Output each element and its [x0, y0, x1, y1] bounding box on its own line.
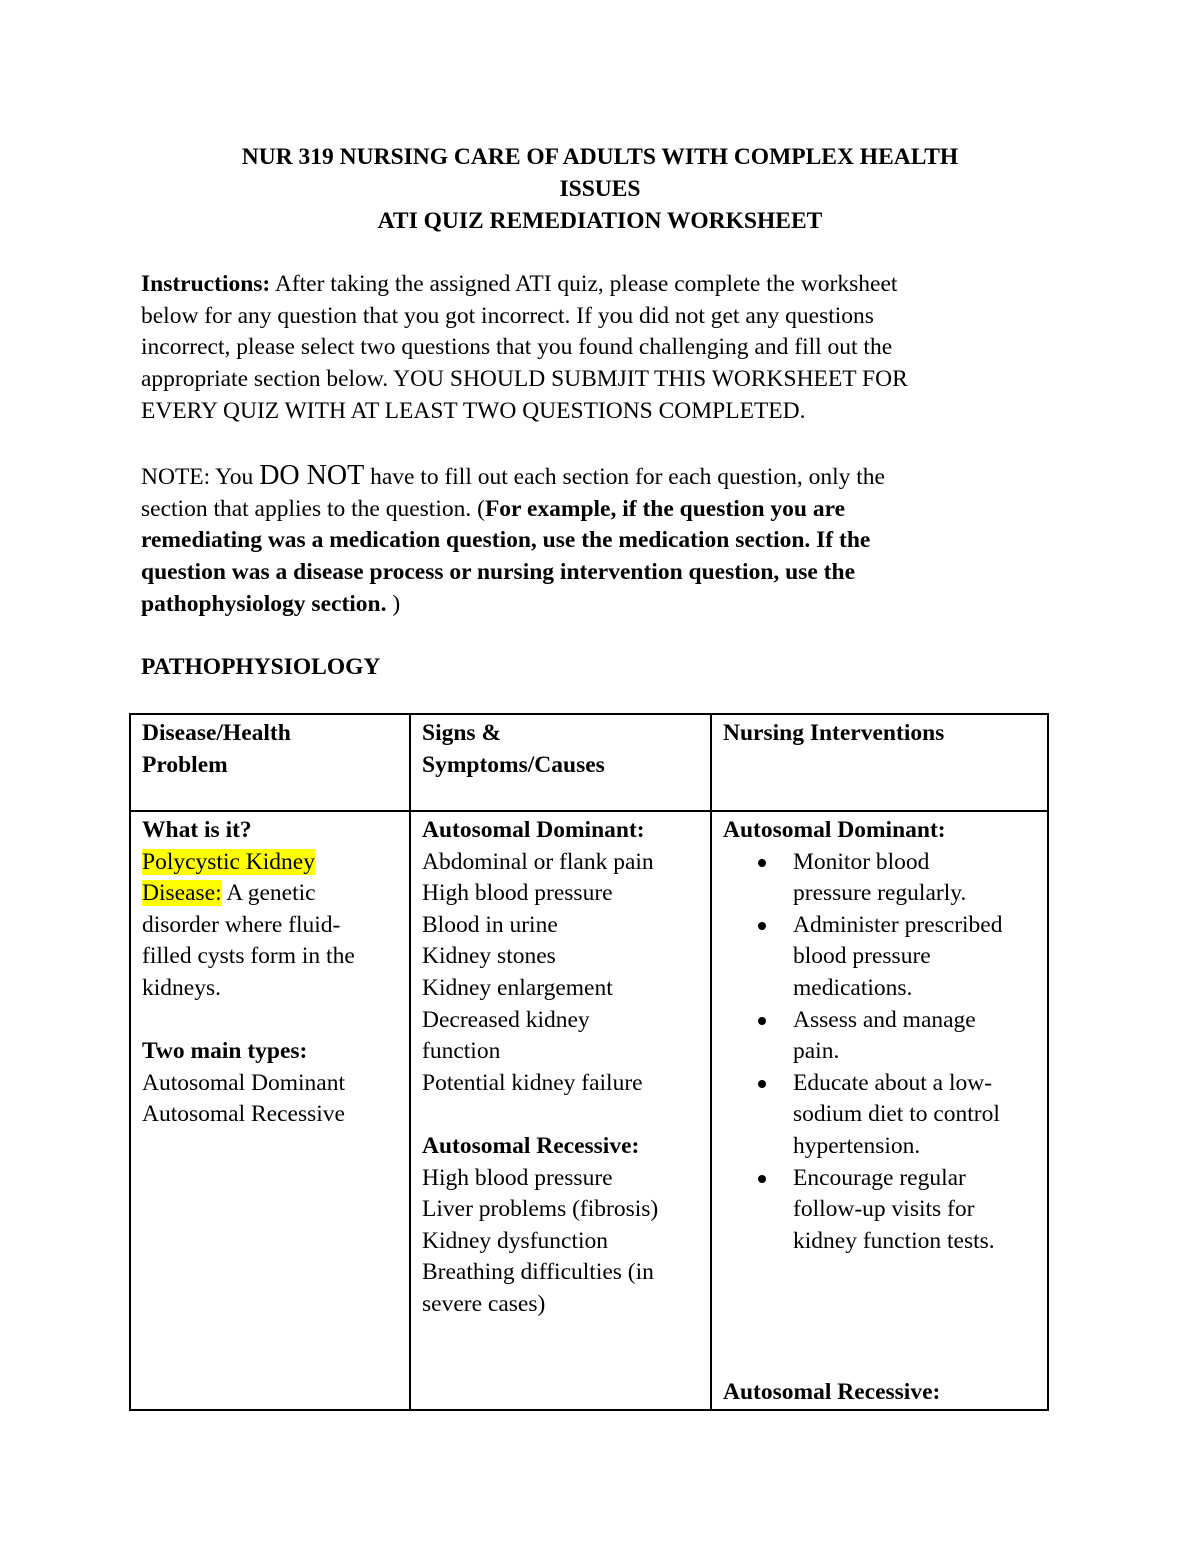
- header-signs-line-2: Symptoms/Causes: [422, 751, 605, 778]
- disease-name-highlight-2: Disease:: [142, 880, 222, 907]
- disease-desc-3: filled cysts form in the: [142, 943, 355, 970]
- signs-cell: [410, 811, 711, 1410]
- list-item: function: [422, 1038, 501, 1065]
- intervention-text: Monitor blood: [793, 848, 930, 875]
- intervention-text: sodium diet to control: [793, 1101, 1000, 1128]
- signs-dominant-label: Autosomal Dominant:: [422, 817, 645, 843]
- intervention-text: Administer prescribed: [793, 911, 1003, 938]
- list-item: Breathing difficulties (in: [422, 1259, 654, 1286]
- header-signs-line-1: Signs &: [422, 720, 502, 746]
- intervention-text: Educate about a low-: [793, 1069, 993, 1096]
- note-example-3: question was a disease process or nursing intervention question, use the: [141, 559, 855, 586]
- list-item: Abdominal or flank pain: [422, 848, 654, 875]
- note-text-2: section that applies to the question. (: [141, 495, 485, 522]
- bullet-icon: [758, 859, 766, 867]
- disease-name-highlight-1: Polycystic Kidney: [142, 848, 315, 875]
- list-item: Kidney dysfunction: [422, 1227, 609, 1254]
- document-title: [140, 141, 1060, 237]
- intervention-text: kidney function tests.: [793, 1227, 995, 1254]
- instructions-paragraph: [141, 269, 1061, 428]
- note-emphasis: DO NOT: [259, 460, 365, 491]
- note-close-paren: ): [386, 590, 401, 617]
- list-item: [723, 1163, 1037, 1258]
- interventions-list: [723, 847, 1037, 1258]
- instructions-text-4: appropriate section below. YOU SHOULD SUBMJIT THIS WORKSHEET FOR: [141, 366, 908, 393]
- table-header-row: [130, 714, 1048, 811]
- header-interventions: [711, 714, 1048, 811]
- intervention-text: medications.: [793, 974, 913, 1001]
- list-item: Blood in urine: [422, 911, 558, 938]
- note-example-4: pathophysiology section.: [141, 590, 387, 617]
- title-line-1: NUR 319 NURSING CARE OF ADULTS WITH COMPLEX HEALTH: [241, 144, 959, 170]
- what-is-it-label: What is it?: [142, 817, 252, 843]
- interventions-dominant-label: Autosomal Dominant:: [723, 817, 946, 843]
- intervention-text: Assess and manage: [793, 1006, 976, 1033]
- note-example-start: For example, if the question you are: [484, 495, 846, 522]
- disease-desc-1: A genetic: [221, 880, 316, 907]
- list-item: High blood pressure: [422, 880, 613, 907]
- bullet-icon: [758, 1017, 766, 1025]
- instructions-label: Instructions:: [141, 271, 271, 297]
- bullet-icon: [758, 1080, 766, 1088]
- intervention-text: follow-up visits for: [793, 1196, 975, 1223]
- list-item: [723, 1005, 1037, 1068]
- intervention-text: pain.: [793, 1038, 840, 1065]
- header-disease-line-1: Disease/Health: [142, 720, 291, 746]
- instructions-text-3: incorrect, please select two questions that you found challenging and fill out the: [141, 334, 893, 361]
- list-item: High blood pressure: [422, 1164, 613, 1191]
- list-item: Decreased kidney: [422, 1006, 590, 1033]
- section-heading-pathophysiology: PATHOPHYSIOLOGY: [141, 654, 381, 680]
- intervention-text: blood pressure: [793, 943, 931, 970]
- disease-cell: [130, 811, 410, 1410]
- instructions-text-5: EVERY QUIZ WITH AT LEAST TWO QUESTIONS COMPLETED.: [141, 397, 806, 424]
- list-item: Kidney stones: [422, 943, 556, 970]
- disease-desc-4: kidneys.: [142, 974, 221, 1001]
- bullet-icon: [758, 1175, 766, 1183]
- table-row: [130, 811, 1048, 1410]
- instructions-text-1: After taking the assigned ATI quiz, please complete the worksheet: [270, 271, 898, 297]
- note-example-2: remediating was a medication question, use the medication section. If the: [141, 527, 871, 554]
- list-item: severe cases): [422, 1290, 546, 1317]
- header-interventions-text: Nursing Interventions: [723, 720, 945, 746]
- list-item: [723, 910, 1037, 1005]
- intervention-text: hypertension.: [793, 1132, 921, 1159]
- bullet-icon: [758, 922, 766, 930]
- note-text-1: have to fill out each section for each question, only the: [364, 464, 885, 490]
- interventions-recessive-label: Autosomal Recessive:: [723, 1379, 941, 1406]
- types-label: Two main types:: [142, 1038, 308, 1065]
- list-item: Liver problems (fibrosis): [422, 1196, 659, 1223]
- list-item: [723, 1068, 1037, 1163]
- title-line-2: ISSUES: [559, 176, 641, 202]
- list-item: Potential kidney failure: [422, 1069, 643, 1096]
- type-item: Autosomal Dominant: [142, 1069, 345, 1096]
- type-item: Autosomal Recessive: [142, 1101, 345, 1128]
- disease-desc-2: disorder where fluid-: [142, 911, 341, 938]
- interventions-cell: [711, 811, 1048, 1410]
- list-item: [723, 847, 1037, 910]
- header-disease: [130, 714, 410, 811]
- instructions-text-2: below for any question that you got incorrect. If you did not get any questions: [141, 302, 874, 329]
- header-disease-line-2: Problem: [142, 751, 228, 778]
- intervention-text: pressure regularly.: [793, 880, 967, 907]
- note-prefix: NOTE: You: [141, 464, 260, 490]
- signs-recessive-label: Autosomal Recessive:: [422, 1132, 640, 1159]
- intervention-text: Encourage regular: [793, 1164, 966, 1191]
- note-paragraph: [141, 460, 1061, 621]
- title-line-3: ATI QUIZ REMEDIATION WORKSHEET: [377, 208, 823, 234]
- pathophysiology-table: [129, 713, 1049, 1411]
- header-signs: [410, 714, 711, 811]
- list-item: Kidney enlargement: [422, 974, 613, 1001]
